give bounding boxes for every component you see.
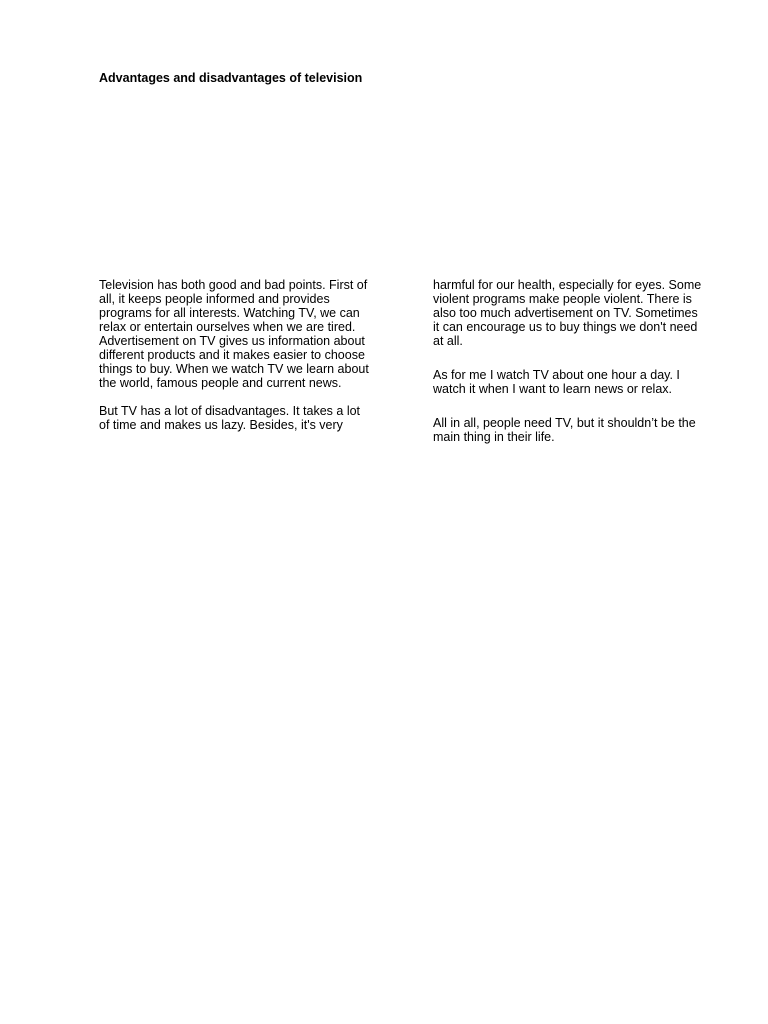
paragraph-disadvantages-start: But TV has a lot of disadvantages. It takes a lot of time and makes us lazy. Besides, it's very [99, 404, 361, 432]
left-column [99, 278, 389, 432]
paragraph-intro: Television has both good and bad points. First of all, it keeps people informed and provides programs for all interests. Watching TV, we can relax or entertain ourselves when we are tired. Advertisement on TV gives us information about different products and it makes easier to choose things to buy. When we watch TV we learn about the world, famous people and current news. [99, 278, 369, 390]
paragraph-conclusion: All in all, people need TV, but it shouldn’t be the main thing in their life. [433, 416, 696, 444]
right-column [433, 278, 723, 444]
document-title: Advantages and disadvantages of television [99, 71, 363, 85]
paragraph-personal-opinion: As for me I watch TV about one hour a day. I watch it when I want to learn news or relax. [433, 368, 680, 396]
paragraph-disadvantages-continued: harmful for our health, especially for eyes. Some violent programs make people violent. There is also too much advertisement on TV. Sometimes it can encourage us to buy things we don't need at all. [433, 278, 702, 348]
